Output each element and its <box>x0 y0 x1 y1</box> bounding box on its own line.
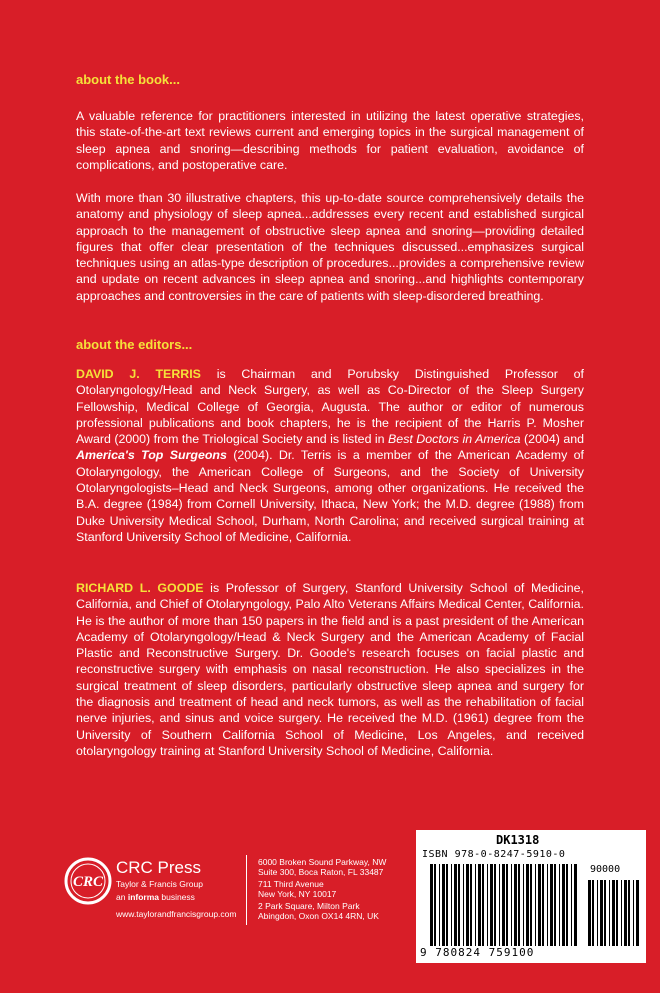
addon-barcode-icon <box>588 880 640 946</box>
publisher-business: an informa business <box>116 892 195 902</box>
about-editors-heading: about the editors... <box>76 337 193 352</box>
goode-bio: RICHARD L. GOODE is Professor of Surgery, Stanford University School of Medicine, California, and Chief of Otolaryngology, Palo Alto Veterans Affairs Medical Center, California. He is the author of more than 150 papers in the field and is a past president of the American Academy of Otolaryngology/Head & Neck Surgery and the American Academy of Facial Plastic and Reconstructive Surgery. Dr. Goode's research focuses on facial plastic and reconstructive surgery with emphasis on nasal reconstruction. He also specializes in the surgical treatment of sleep disorders, particularly obstructive sleep apnea and surgery for the diagnosis and treatment of head and neck tumors, as well as the rehabilitation of facial nerve injuries, and sinus and voice surgery. He received the M.D. (1961) degree from the University of Southern California School of Medicine, Los Angeles, and received otolaryngology training at Stanford University School of Medicine, California. <box>76 581 584 758</box>
barcode-icon <box>430 864 580 946</box>
goode-name: RICHARD L. GOODE <box>76 581 204 595</box>
isbn-number: ISBN 978-0-8247-5910-0 <box>422 849 566 860</box>
address-uk: 2 Park Square, Milton Park Abingdon, Oxon OX14 4RN, UK <box>258 901 379 921</box>
address-newyork: 711 Third Avenue New York, NY 10017 <box>258 879 337 899</box>
publisher-name: CRC Press <box>116 858 202 877</box>
book-description-2: With more than 30 illustrative chapters, this up-to-date source comprehensively details the anatomy and physiology of sleep apnea...addresses every recent and established surgical approach to the management of obstructive sleep apnea and snoring—providing detailed figures that offer clear presentation of the techniques discussed...emphasizes surgical techniques using an atlas-type description of procedures...provides a comprehensive review and update on recent advances in sleep apnea and snoring...and highlights contemporary approaches and controversies in the care of patients with sleep-disordered breathing. <box>76 191 584 303</box>
address-florida: 6000 Broken Sound Parkway, NW Suite 300, Boca Raton, FL 33487 <box>258 857 387 877</box>
barcode-digits: 9 780824 759100 <box>420 946 535 959</box>
terris-name: DAVID J. TERRIS <box>76 367 201 381</box>
about-book-heading: about the book... <box>76 72 180 87</box>
svg-text:CRC: CRC <box>72 874 104 890</box>
terris-bio: DAVID J. TERRIS is Chairman and Porubsky Distinguished Professor of Otolaryngology/Head and Neck Surgery, as well as Co-Director of the Sleep Surgery Fellowship, Medical College of Georgia, Augusta. The author or editor of numerous professional publications and book chapters, he is the recipient of the Harris P. Mosher Award (2000) from the Triological Society and is listed in Best Doctors in America (2004) and America's Top Surgeons (2004). Dr. Terris is a member of the American Academy of Otolaryngology, the American College of Surgeons, and the Society of University Otolaryngologists–Head and Neck Surgeons, among other organizations. He received the B.A. degree (1984) from Cornell University, Ithaca, New York; the M.D. degree (1988) from Duke University Medical School, Durham, North Carolina; and received surgical training at Stanford University School of Medicine, California. <box>76 367 585 544</box>
product-code: DK1318 <box>496 833 540 847</box>
publisher-group: Taylor & Francis Group <box>116 879 203 889</box>
publisher-website[interactable]: www.taylorandfrancisgroup.com <box>116 909 237 919</box>
price-code: 90000 <box>590 864 621 875</box>
footer-divider <box>246 855 247 925</box>
barcode-panel <box>416 830 646 963</box>
book-description-1: A valuable reference for practitioners interested in utilizing the latest operative strategies, this state-of-the-art text reviews current and emerging topics in the surgical management of sleep apnea and snoring—describing methods for patient evaluation, avoidance of complications, and postoperative care. <box>76 109 584 172</box>
crc-logo-icon <box>63 856 113 906</box>
